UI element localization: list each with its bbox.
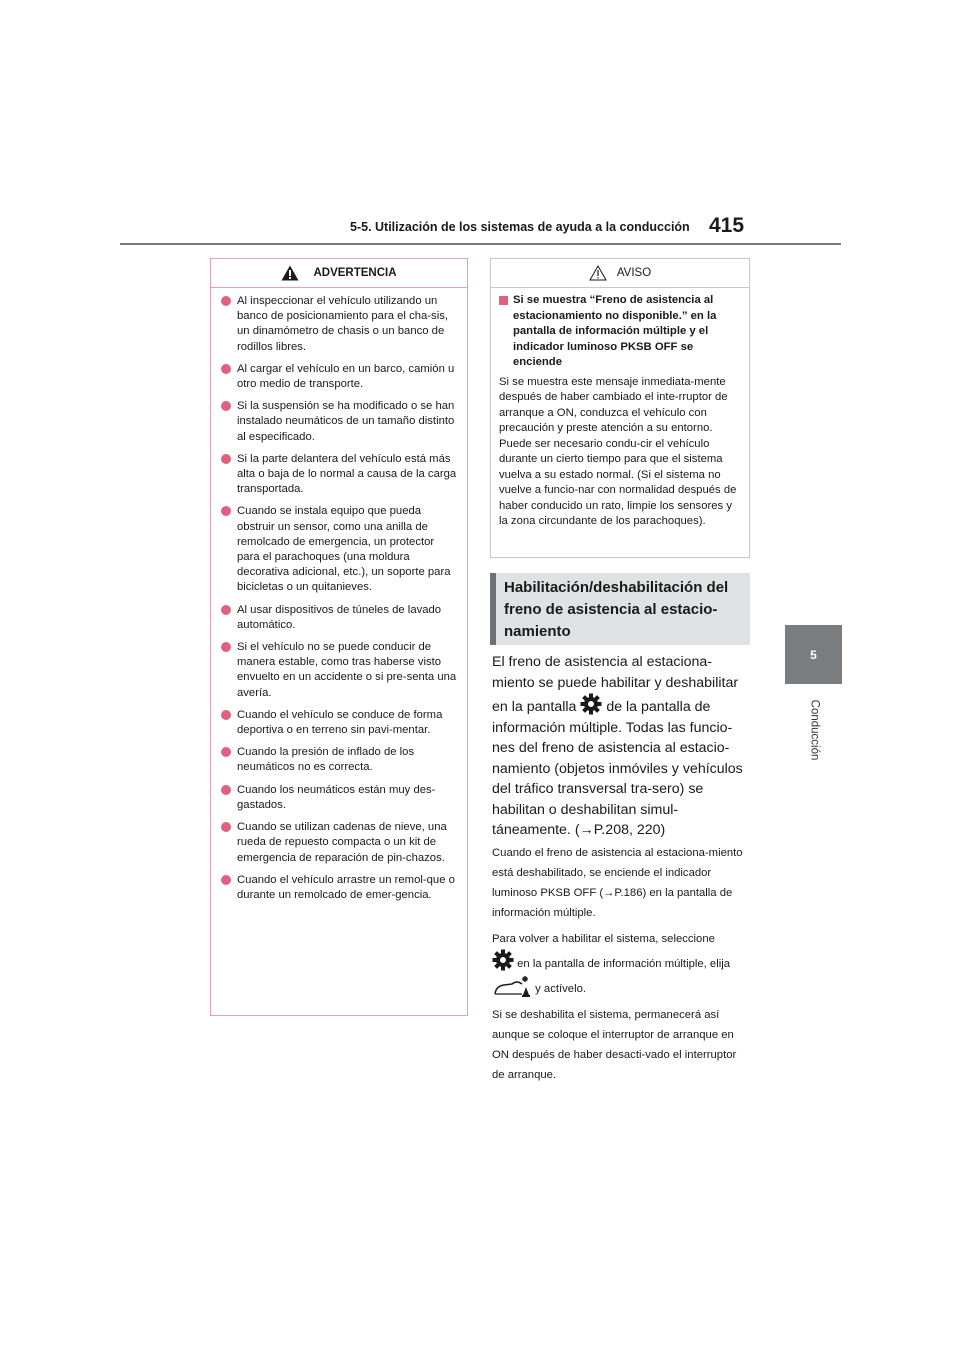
warning-triangle-icon [281, 265, 299, 281]
bullet-icon [221, 605, 231, 615]
list-item: Al usar dispositivos de túneles de lavado automático. [221, 603, 457, 633]
notice-body [491, 288, 749, 530]
bullet-icon [221, 364, 231, 374]
notice-title: AVISO [616, 267, 652, 279]
notice-text: Si se muestra este mensaje inmediata-mente después de haber cambiado el inte-rruptor de arranque a ON, conduzca el vehículo con precaución y preste atención a su entorno. Puede ser necesario condu-cir el vehículo durante un cierto tiempo para que el sistema vuelva a su estado normal. (Si el sistema no vuelve a funcio-nar con normalidad después de haber conducido un rato, limpie los sensores y la zona circundante de los parachoques). [499, 375, 737, 527]
chapter-label-text: Conducción [808, 699, 821, 761]
list-item: Cuando se utilizan cadenas de nieve, una rueda de repuesto compacta o un kit de emergencia de reparación de pin-chazos. [221, 820, 457, 866]
notice-header [491, 259, 749, 288]
header-divider [120, 243, 841, 245]
bullet-icon [221, 642, 231, 652]
bullet-icon [221, 747, 231, 757]
list-item: Cuando se instala equipo que pueda obstruir un sensor, como una anilla de remolcado de emergencia, un protector para el parachoques (una moldura decorativa adicional, etc.), un soporte para bicicletas o un quitanieves. [221, 504, 457, 595]
warning-box [210, 258, 468, 1016]
warning-title: ADVERTENCIA [313, 267, 397, 279]
notice-subtitle: Si se muestra “Freno de asistencia al estacionamiento no disponible.” en la pantalla de información múltiple y el indicador luminoso PKSB OFF se enciende [499, 293, 741, 371]
bullet-icon [221, 506, 231, 516]
notice-box [490, 258, 750, 558]
list-item: Cuando la presión de inflado de los neumáticos no es correcta. [221, 745, 457, 775]
list-item: Cuando el vehículo se conduce de forma deportiva o en terreno sin pavi-mentar. [221, 708, 457, 738]
car-sensor-icon [492, 974, 532, 998]
body-paragraph: Si se deshabilita el sistema, permanecerá así aunque se coloque el interruptor de arranque en ON después de haber desacti-vado el interruptor de arranque. [492, 1009, 737, 1081]
warning-header [211, 259, 467, 288]
list-item: Si la suspensión se ha modificado o se han instalado neumáticos de un tamaño distinto al especificado. [221, 399, 457, 445]
list-item: Al inspeccionar el vehículo utilizando un banco de posicionamiento para el cha-sis, un dinamómetro de chasis o un banco de rodillos libres. [221, 294, 457, 355]
list-item: Cuando el vehículo arrastre un remol-que o durante un remolcado de emer-gencia. [221, 873, 457, 903]
list-item: Si la parte delantera del vehículo está más alta o baja de lo normal a causa de la carga transportada. [221, 452, 457, 498]
body-paragraph-main: El freno de asistencia al estaciona-miento se puede habilitar y deshabilitar en la pantalla de la pantalla de información múltiple. Todas las funcio-nes del freno de asistencia al estacio-namiento (objetos inmóviles y vehículos del tráfico transversal tra-sero) se habilitan o deshabilitan simul-táneamente. (→P.208, 220) [492, 654, 743, 838]
body-paragraph: Cuando el freno de asistencia al estaciona-miento está deshabilitado, se enciende el indicador luminoso PKSB OFF (→P.186) en la pantalla de información múltiple. [492, 847, 743, 919]
list-item: Cuando los neumáticos están muy des-gastados. [221, 783, 457, 813]
bullet-icon [221, 710, 231, 720]
warning-list [211, 288, 467, 903]
bullet-icon [221, 296, 231, 306]
bullet-icon [221, 822, 231, 832]
bullet-icon [221, 875, 231, 885]
page-number: 415 [709, 214, 745, 237]
bullet-icon [221, 454, 231, 464]
list-item: Al cargar el vehículo en un barco, camión u otro medio de transporte. [221, 362, 457, 392]
chapter-tab [785, 625, 842, 684]
bullet-icon [221, 785, 231, 795]
bullet-icon [221, 401, 231, 411]
square-bullet-icon [499, 296, 508, 305]
body-paragraph: Para volver a habilitar el sistema, seleccione en la pantalla de información múltiple, elija y actívelo. [492, 929, 750, 999]
chapter-label [806, 690, 822, 770]
section-header-title: 5-5. Utilización de los sistemas de ayuda a la conducción [350, 220, 690, 234]
body-notes [492, 843, 750, 1091]
list-item: Si el vehículo no se puede conducir de manera estable, como tras haberse visto envuelto en un accidente o si pre-senta una avería. [221, 640, 457, 701]
chapter-number: 5 [810, 647, 817, 662]
section-heading: Habilitación/deshabilitación del freno de asistencia al estacio-namiento [490, 573, 750, 645]
gear-icon [492, 949, 514, 971]
gear-icon [580, 693, 602, 715]
caution-triangle-icon [589, 265, 607, 281]
